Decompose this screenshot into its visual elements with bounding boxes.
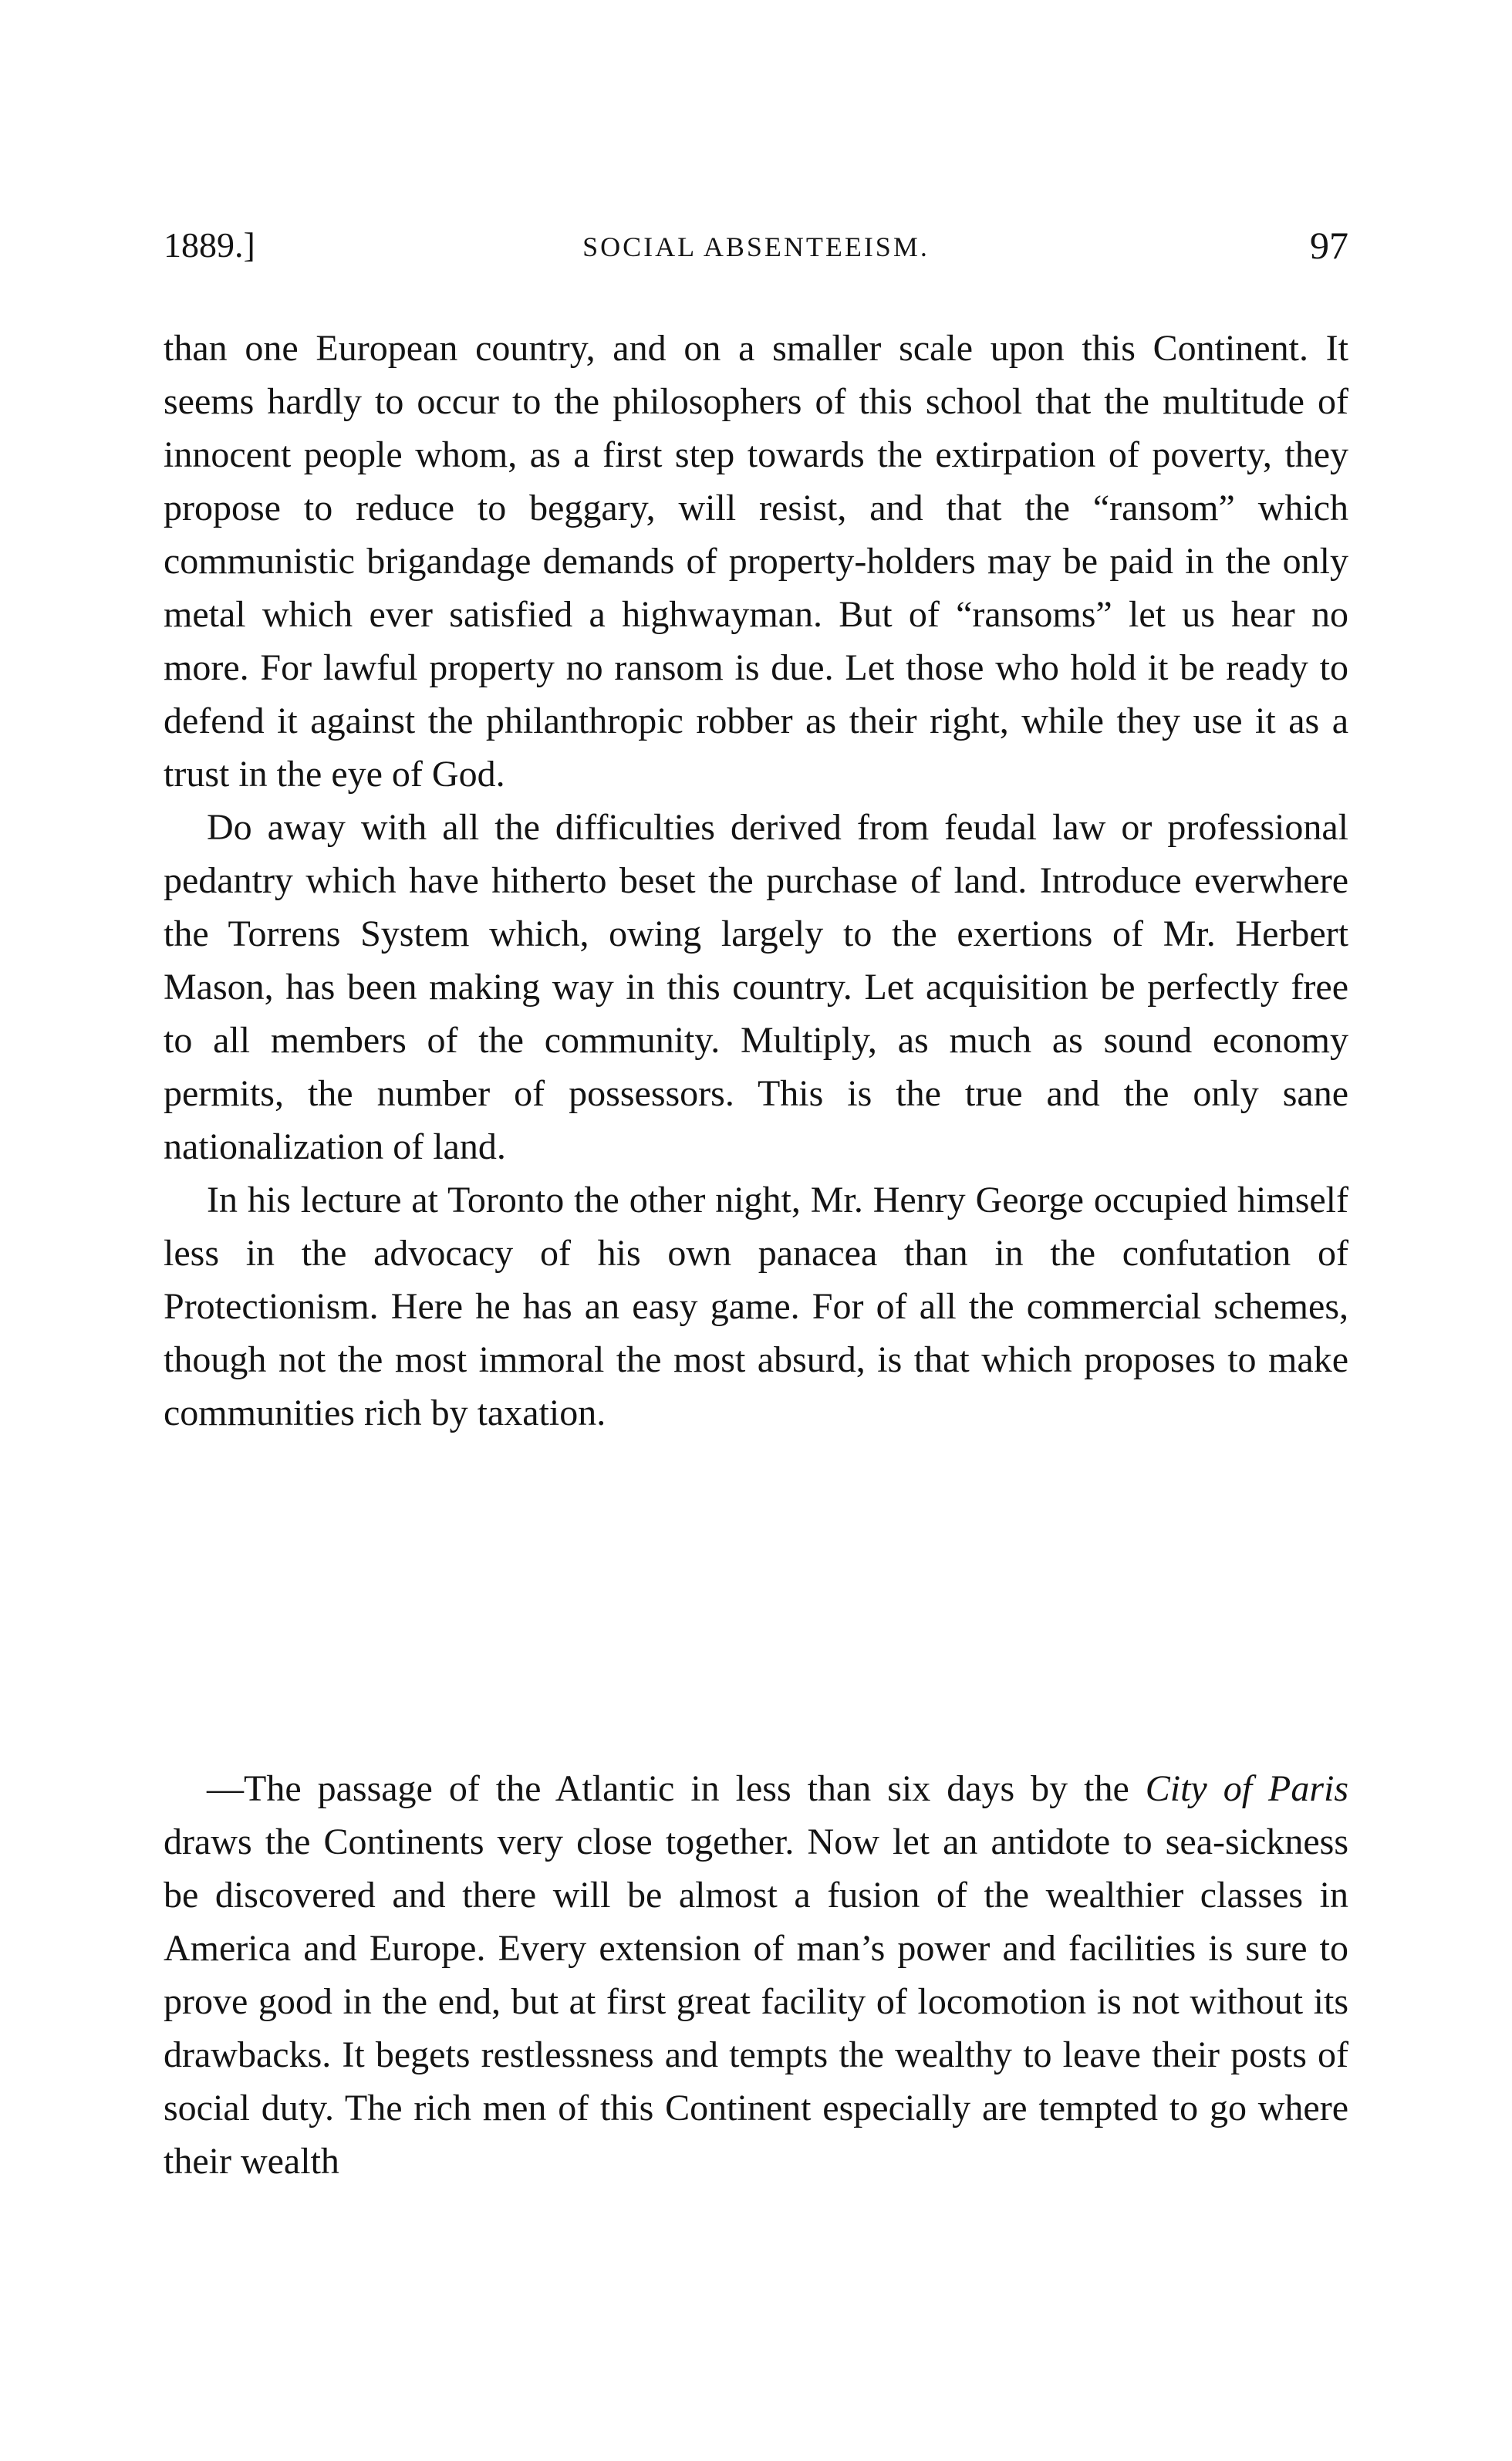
paragraph-continued: than one European country, and on a smaller scale upon this Continent. It seems hardly to occur to the philosophers of this school that the multitude of innocent people whom, as a first step towards the extirpation of poverty, they propose to reduce to beggary, will resist, and that the “ransom” which communistic brigandage demands of property-holders may be paid in the only metal which ever satisfied a highwayman. But of “ransoms” let us hear no more. For lawful property no ransom is due. Let those who hold it be ready to defend it against the philanthropic robber as their right, while they use it as a trust in the eye of God. (164, 328, 1348, 795)
page-number: 97 (1310, 224, 1348, 267)
ship-name: City of Paris (1145, 1768, 1349, 1809)
paragraph-atlantic-passage (164, 1762, 1348, 2188)
paragraph-henry-george: In his lecture at Toronto the other night, Mr. Henry George occupied himself less in the advocacy of his own panacea than in the confutation of Protectionism. Here he has an easy game. For of all the commercial schemes, though not the most immoral the most absurd, is that which proposes to make communities rich by taxation. (164, 1180, 1348, 1433)
atlantic-lead-text: —The passage of the Atlantic in less than six days by the (207, 1768, 1129, 1809)
running-head (164, 222, 1348, 268)
running-head-title: SOCIAL ABSENTEEISM. (582, 231, 930, 262)
running-head-year: 1889.] (164, 225, 255, 265)
main-text-block (164, 322, 1348, 1440)
atlantic-rest-text: draws the Continents very close together. Now let an antidote to sea-sickness be discovered and there will be almost a fusion of the wealthier classes in America and Europe. Every extension of man’s power and facilities is sure to prove good in the end, but at first great facility of locomotion is not without its drawbacks. It begets restlessness and tempts the wealthy to leave their posts of social duty. The rich men of this Continent especially are tempted to go where their wealth (164, 1821, 1348, 2182)
second-section-block (164, 1762, 1348, 2188)
paragraph-torrens-system: Do away with all the difficulties derived from feudal law or professional pedantry which have hitherto beset the purchase of land. Introduce everwhere the Torrens System which, owing largely to the exertions of Mr. Herbert Mason, has been making way in this country. Let acquisition be perfectly free to all members of the community. Multiply, as much as sound economy permits, the number of possessors. This is the true and the only sane nationalization of land. (164, 807, 1348, 1167)
